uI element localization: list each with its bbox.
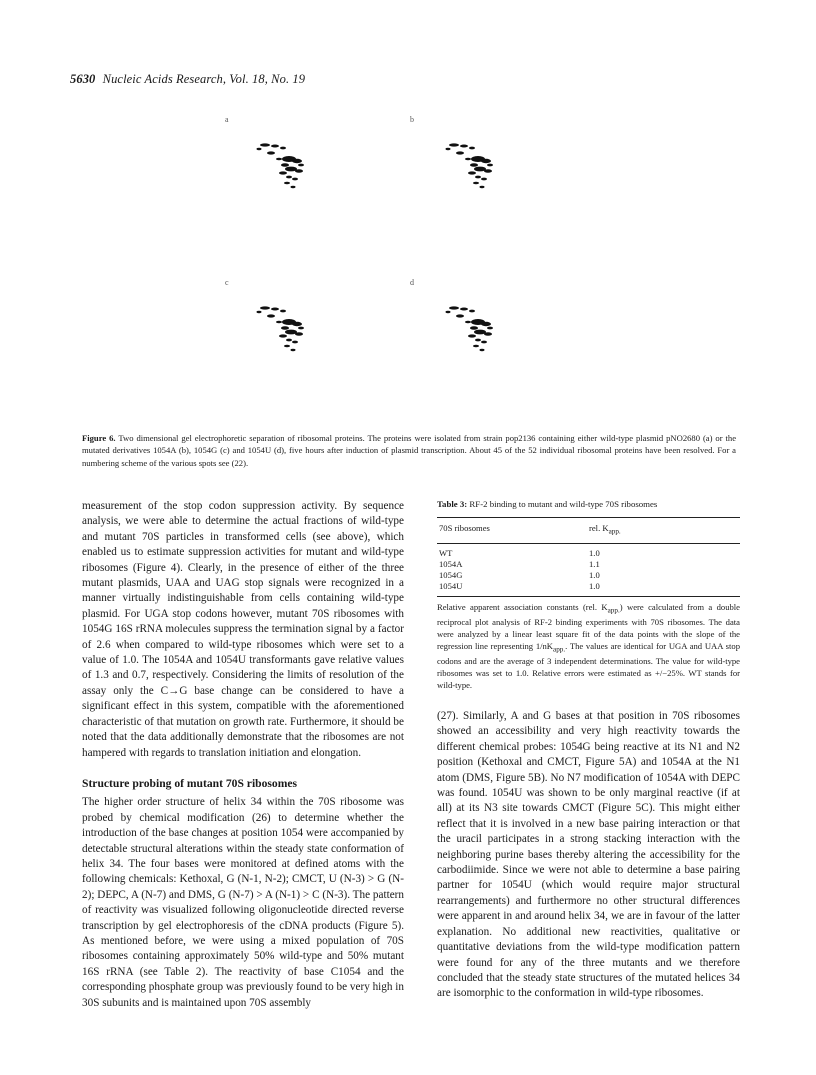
left-column — [82, 499, 404, 1011]
gel-spot — [292, 178, 298, 181]
gel-spot — [271, 145, 279, 148]
gel-spot — [465, 321, 471, 324]
page-number: 5630 — [70, 72, 96, 86]
gel-spot — [292, 159, 302, 163]
table-cell-name: 1054A — [439, 558, 463, 569]
gel-spot — [480, 349, 485, 351]
gel-spot — [460, 145, 468, 148]
table-cell-value: 1.0 — [589, 547, 600, 558]
gel-spot — [446, 148, 451, 150]
gel-spot — [468, 334, 476, 337]
gel-spot — [260, 143, 270, 146]
gel-spot — [281, 163, 289, 167]
gel-spot — [280, 147, 286, 150]
gel-spot — [284, 182, 290, 184]
table-note-sub-2: app. — [553, 645, 566, 654]
gel-spot — [465, 158, 471, 161]
table-col1-header: 70S ribosomes — [439, 523, 490, 533]
gel-spots-d — [410, 278, 530, 378]
gel-spot — [470, 163, 478, 167]
table-row — [437, 548, 740, 559]
gel-spot — [292, 341, 298, 344]
panel-label-a: a — [225, 115, 229, 124]
gel-spot — [473, 182, 479, 184]
gel-spot — [460, 308, 468, 311]
journal-citation: Nucleic Acids Research, Vol. 18, No. 19 — [102, 72, 306, 86]
gel-panel-a — [225, 115, 345, 215]
table-footnote — [437, 602, 740, 692]
gel-spot — [276, 321, 282, 324]
gel-spot — [484, 169, 492, 173]
gel-spot — [446, 311, 451, 313]
table-note-part-a: Relative apparent association constants (rel. K — [437, 601, 608, 612]
figure-caption-text: Two dimensional gel electrophoretic separation of ribosomal proteins. The proteins were isolated from strain pop2136 containing either wild-type plasmid pNO2680 (a) or the mutated derivatives 1054A (b), 1054G (c) and 1054U (d), five hours after induction of plasmid transcription. About 45 of the 52 individual ribosomal proteins have been resolved. For a numbering scheme of the various spots see (22). — [82, 433, 737, 468]
gel-spot — [291, 349, 296, 351]
right-column — [437, 709, 740, 1002]
gel-spot — [280, 310, 286, 313]
gel-spot — [291, 186, 296, 188]
gel-spot — [487, 327, 493, 330]
panel-label-c: c — [225, 278, 229, 287]
table-col2-header-main: rel. K — [589, 523, 609, 533]
gel-spot — [475, 339, 481, 342]
gel-spot — [281, 326, 289, 330]
table-cell-value: 1.0 — [589, 569, 600, 580]
gel-spot — [481, 341, 487, 344]
gel-panel-d — [410, 278, 530, 378]
gel-spot — [284, 345, 290, 347]
panel-label-d: d — [410, 278, 414, 287]
page-header — [70, 72, 305, 87]
table-col2-header-sub: app. — [608, 527, 621, 536]
gel-spot — [298, 327, 304, 330]
left-paragraph-2: The higher order structure of helix 34 within the 70S ribosome was probed by chemical modification (26) to determine whether the introduction of the base changes at position 1054 were accompanied by detectable structural alterations within the steady state conformation of helix 34. The four bases were monitored at defined atoms with the following chemicals: Kethoxal, G (N-1, N-2); CMCT, U (N-3) > G (N-2); DEPC, A (N-7) and DMS, G (N-7) > A (N-1) > C (N-3). The pattern of reactivity was visualized following oligonucleotide directed reverse transcription by gel electrophoresis of the cDNA products (Figure 5). As mentioned before, we were using a mixed population of 70S ribosomes containing approximately 50% wild-type and 50% mutant 16S rRNA (see Table 2). The reactivity of base C1054 and the corresponding phosphate group was previously found to be very high in 30S subunits and is maintained upon 70S assembly — [82, 796, 404, 1009]
gel-spots-c — [225, 278, 345, 378]
gel-spot — [279, 334, 287, 337]
gel-spot — [456, 151, 464, 154]
table-cell-name: 1054U — [439, 580, 463, 591]
table-row — [437, 581, 740, 592]
gel-spot — [484, 332, 492, 336]
gel-panel-c — [225, 278, 345, 378]
table-header-row — [437, 518, 740, 543]
table-note-part-c: . The values are identical for UGA and UAA stop codons and are the average of 3 independent determinations. The value for wild-type ribosomes was set to 1.0. Relative errors were estimated as +/−25%. WT stands for wild-type. — [437, 640, 741, 690]
gel-spot — [276, 158, 282, 161]
gel-spot — [469, 147, 475, 150]
gel-spot — [449, 306, 459, 309]
gel-panel-b — [410, 115, 530, 215]
figure-caption — [82, 432, 736, 469]
table-col2-header — [589, 523, 740, 538]
table-cell-name: 1054G — [439, 569, 463, 580]
gel-spots-b — [410, 115, 530, 215]
gel-spot — [267, 314, 275, 317]
gel-spot — [267, 151, 275, 154]
gel-spot — [260, 306, 270, 309]
table-cell-value: 1.0 — [589, 580, 600, 591]
panel-label-b: b — [410, 115, 414, 124]
table-bottom-rule — [437, 596, 740, 597]
table-body — [437, 544, 740, 596]
gel-spot — [295, 332, 303, 336]
gel-spot — [295, 169, 303, 173]
gel-spot — [469, 310, 475, 313]
table-cell-name: WT — [439, 547, 453, 558]
table-title — [437, 499, 740, 509]
gel-spot — [286, 176, 292, 179]
figure-caption-label: Figure 6. — [82, 433, 116, 443]
section-heading: Structure probing of mutant 70S ribosomes — [82, 776, 298, 790]
table-title-label: Table 3: — [437, 499, 468, 509]
gel-spot — [480, 186, 485, 188]
gel-spot — [298, 164, 304, 167]
gel-spots-a — [225, 115, 345, 215]
left-paragraph-1: measurement of the stop codon suppression activity. By sequence analysis, we were able to determine the actual fractions of wild-type and mutant 70S particles in transformed cells (see above), which enabled us to estimate suppression activities for mutant and wild-type ribosomes (Figure 4). Clearly, in the presence of either of the three mutant plasmids, UAA and UAG stop signals were recognized in a manner virtually indistinguishable from cells containing wild-type plasmid. For UGA stop codons however, mutant 70S ribosomes with 1054G 16S rRNA molecules suppress the termination signal by a factor of 2.6 when compared to wild-type ribosomes which were set to a value of 1.0. The 1054A and 1054U transformants gave relative values of 1.3 and 0.7, respectively. Considering the limits of resolution of the assay only the C→G base change can be considered to have a significant effect in this system, compatible with the aforementioned characteristic of that mutation on growth rate. Furthermore, it should be noted that the data additionally demonstrate that the ribosomes are not hampered with regards to translation initiation and elongation. — [82, 500, 404, 759]
table-title-text: RF-2 binding to mutant and wild-type 70S ribosomes — [467, 499, 658, 509]
gel-spot — [481, 322, 491, 326]
gel-spot — [487, 164, 493, 167]
gel-spot — [271, 308, 279, 311]
table-row — [437, 570, 740, 581]
table-note-part-b: ) were calculated from a double reciprocal plot analysis of RF-2 binding experiments with 70S ribosomes. The data were analyzed by a linear least square fit of the data points with the slope of the regression line representing 1/nK — [437, 601, 740, 651]
gel-spot — [449, 143, 459, 146]
table-cell-value: 1.1 — [589, 558, 600, 569]
gel-spot — [257, 148, 262, 150]
gel-spot — [475, 176, 481, 179]
gel-spot — [470, 326, 478, 330]
gel-spot — [473, 345, 479, 347]
table-3 — [437, 499, 740, 692]
right-paragraph-1: (27). Similarly, A and G bases at that position in 70S ribosomes showed an accessibility and very high reactivity towards the different chemical probes: 1054G being reactive at its N1 and N2 position (Kethoxal and CMCT, Figure 5A) and 1054A at the N1 atom (DMS, Figure 5B). No N7 modification of 1054A with DEPC was found. 1054U was shown to be only marginal reactive (if at all) at its N3 site towards CMCT (Figure 5C). This might either reflect that it is involved in a new base pairing interaction or that the uracil participates in a strong stacking interaction with the neighboring purine bases thereby altering the accessibility for the carbodiimide. Since we were not able to determine a base pairing partner for 1054U (which would require major structural rearrangements) and furthermore no other structural differences were apparent in and around helix 34, we are in favour of the latter explanation. No additional new reactivities, qualitative or quantitative deviations from the wild-type modification pattern were found for any of the three mutants and we therefore concluded that the steady state structures of the mutated helices 34 are isomorphic to the conformation in wild-type ribosomes. — [437, 710, 740, 1000]
gel-spot — [292, 322, 302, 326]
gel-spot — [456, 314, 464, 317]
gel-spot — [286, 339, 292, 342]
gel-spot — [481, 178, 487, 181]
gel-spot — [481, 159, 491, 163]
gel-spot — [257, 311, 262, 313]
gel-spot — [468, 171, 476, 174]
table-row — [437, 559, 740, 570]
table-note-sub-1: app. — [607, 606, 620, 615]
gel-spot — [279, 171, 287, 174]
